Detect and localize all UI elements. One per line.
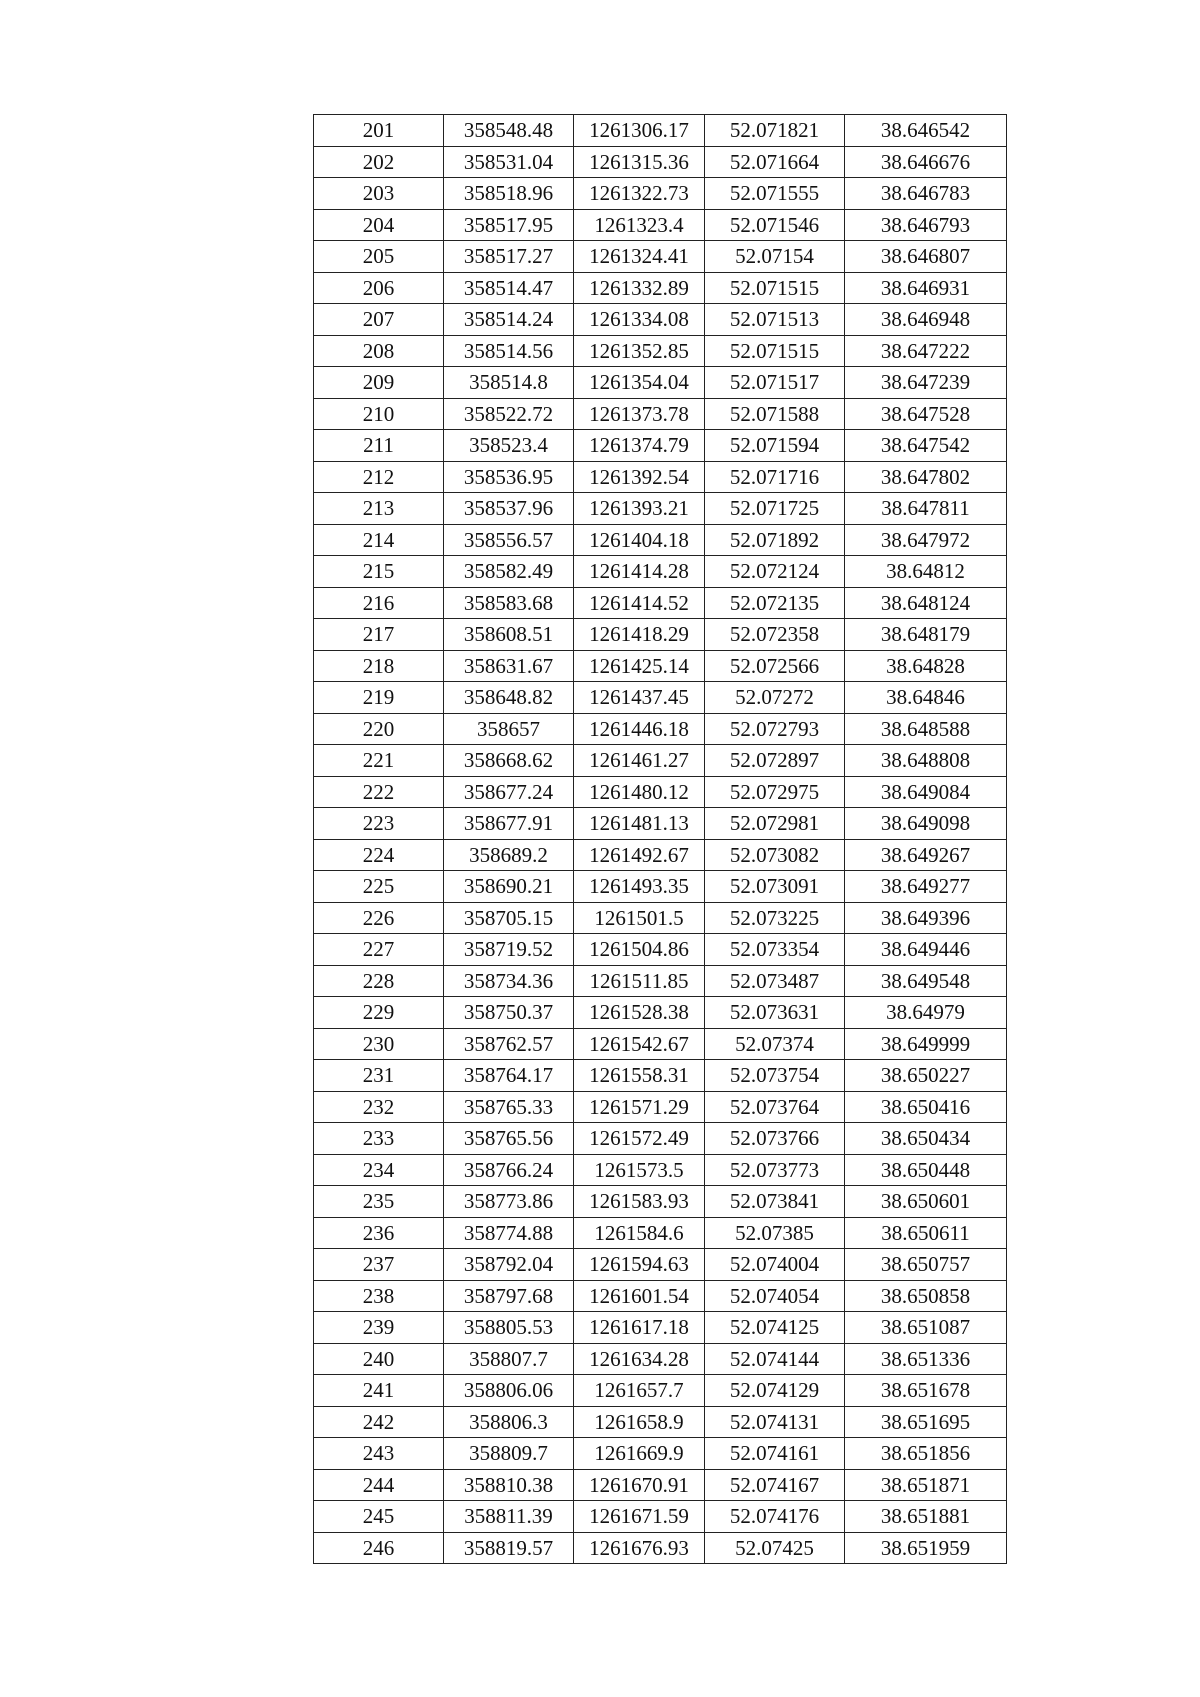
x-coordinate-cell: 358764.17	[444, 1060, 574, 1092]
table-row	[314, 1469, 1007, 1501]
table-row	[314, 1532, 1007, 1564]
point-number-cell: 226	[314, 902, 444, 934]
x-coordinate-cell: 358514.56	[444, 335, 574, 367]
longitude-cell: 38.650601	[845, 1186, 1007, 1218]
x-coordinate-cell: 358810.38	[444, 1469, 574, 1501]
longitude-cell: 38.647528	[845, 398, 1007, 430]
latitude-cell: 52.073487	[705, 965, 845, 997]
x-coordinate-cell: 358548.48	[444, 115, 574, 147]
x-coordinate-cell: 358677.91	[444, 808, 574, 840]
y-coordinate-cell: 1261670.91	[574, 1469, 705, 1501]
x-coordinate-cell: 358705.15	[444, 902, 574, 934]
table-row	[314, 493, 1007, 525]
x-coordinate-cell: 358514.47	[444, 272, 574, 304]
x-coordinate-cell: 358608.51	[444, 619, 574, 651]
latitude-cell: 52.072975	[705, 776, 845, 808]
x-coordinate-cell: 358537.96	[444, 493, 574, 525]
table-row	[314, 430, 1007, 462]
table-row	[314, 902, 1007, 934]
y-coordinate-cell: 1261493.35	[574, 871, 705, 903]
longitude-cell: 38.646807	[845, 241, 1007, 273]
latitude-cell: 52.072135	[705, 587, 845, 619]
y-coordinate-cell: 1261511.85	[574, 965, 705, 997]
y-coordinate-cell: 1261558.31	[574, 1060, 705, 1092]
point-number-cell: 213	[314, 493, 444, 525]
latitude-cell: 52.072981	[705, 808, 845, 840]
longitude-cell: 38.649084	[845, 776, 1007, 808]
table-row	[314, 367, 1007, 399]
longitude-cell: 38.649396	[845, 902, 1007, 934]
latitude-cell: 52.071716	[705, 461, 845, 493]
latitude-cell: 52.073754	[705, 1060, 845, 1092]
table-row	[314, 1123, 1007, 1155]
y-coordinate-cell: 1261572.49	[574, 1123, 705, 1155]
x-coordinate-cell: 358766.24	[444, 1154, 574, 1186]
point-number-cell: 224	[314, 839, 444, 871]
point-number-cell: 204	[314, 209, 444, 241]
table-row	[314, 587, 1007, 619]
latitude-cell: 52.07385	[705, 1217, 845, 1249]
y-coordinate-cell: 1261334.08	[574, 304, 705, 336]
table-row	[314, 1060, 1007, 1092]
table-row	[314, 146, 1007, 178]
x-coordinate-cell: 358765.56	[444, 1123, 574, 1155]
point-number-cell: 240	[314, 1343, 444, 1375]
y-coordinate-cell: 1261542.67	[574, 1028, 705, 1060]
x-coordinate-cell: 358582.49	[444, 556, 574, 588]
y-coordinate-cell: 1261573.5	[574, 1154, 705, 1186]
point-number-cell: 207	[314, 304, 444, 336]
x-coordinate-cell: 358765.33	[444, 1091, 574, 1123]
y-coordinate-cell: 1261315.36	[574, 146, 705, 178]
x-coordinate-cell: 358677.24	[444, 776, 574, 808]
longitude-cell: 38.64812	[845, 556, 1007, 588]
table-row	[314, 398, 1007, 430]
table-row	[314, 304, 1007, 336]
x-coordinate-cell: 358719.52	[444, 934, 574, 966]
longitude-cell: 38.651881	[845, 1501, 1007, 1533]
latitude-cell: 52.074144	[705, 1343, 845, 1375]
y-coordinate-cell: 1261322.73	[574, 178, 705, 210]
latitude-cell: 52.073354	[705, 934, 845, 966]
y-coordinate-cell: 1261393.21	[574, 493, 705, 525]
table-row	[314, 556, 1007, 588]
x-coordinate-cell: 358668.62	[444, 745, 574, 777]
y-coordinate-cell: 1261583.93	[574, 1186, 705, 1218]
table-row	[314, 997, 1007, 1029]
point-number-cell: 201	[314, 115, 444, 147]
longitude-cell: 38.649267	[845, 839, 1007, 871]
y-coordinate-cell: 1261492.67	[574, 839, 705, 871]
point-number-cell: 225	[314, 871, 444, 903]
longitude-cell: 38.649999	[845, 1028, 1007, 1060]
x-coordinate-cell: 358807.7	[444, 1343, 574, 1375]
latitude-cell: 52.072124	[705, 556, 845, 588]
y-coordinate-cell: 1261481.13	[574, 808, 705, 840]
longitude-cell: 38.651856	[845, 1438, 1007, 1470]
latitude-cell: 52.074161	[705, 1438, 845, 1470]
longitude-cell: 38.650858	[845, 1280, 1007, 1312]
latitude-cell: 52.071725	[705, 493, 845, 525]
x-coordinate-cell: 358750.37	[444, 997, 574, 1029]
table-row	[314, 776, 1007, 808]
longitude-cell: 38.647972	[845, 524, 1007, 556]
coordinates-table	[313, 114, 1007, 1564]
table-row	[314, 178, 1007, 210]
point-number-cell: 223	[314, 808, 444, 840]
point-number-cell: 217	[314, 619, 444, 651]
table-row	[314, 1028, 1007, 1060]
point-number-cell: 229	[314, 997, 444, 1029]
table-row	[314, 1501, 1007, 1533]
point-number-cell: 210	[314, 398, 444, 430]
table-row	[314, 934, 1007, 966]
longitude-cell: 38.650434	[845, 1123, 1007, 1155]
y-coordinate-cell: 1261414.28	[574, 556, 705, 588]
point-number-cell: 208	[314, 335, 444, 367]
longitude-cell: 38.647239	[845, 367, 1007, 399]
y-coordinate-cell: 1261528.38	[574, 997, 705, 1029]
x-coordinate-cell: 358522.72	[444, 398, 574, 430]
y-coordinate-cell: 1261404.18	[574, 524, 705, 556]
point-number-cell: 214	[314, 524, 444, 556]
y-coordinate-cell: 1261669.9	[574, 1438, 705, 1470]
point-number-cell: 245	[314, 1501, 444, 1533]
table-row	[314, 619, 1007, 651]
longitude-cell: 38.647222	[845, 335, 1007, 367]
longitude-cell: 38.650757	[845, 1249, 1007, 1281]
latitude-cell: 52.074004	[705, 1249, 845, 1281]
point-number-cell: 246	[314, 1532, 444, 1564]
x-coordinate-cell: 358514.8	[444, 367, 574, 399]
x-coordinate-cell: 358514.24	[444, 304, 574, 336]
table-row	[314, 1249, 1007, 1281]
x-coordinate-cell: 358657	[444, 713, 574, 745]
table-row	[314, 1280, 1007, 1312]
latitude-cell: 52.072897	[705, 745, 845, 777]
latitude-cell: 52.071892	[705, 524, 845, 556]
longitude-cell: 38.649548	[845, 965, 1007, 997]
y-coordinate-cell: 1261634.28	[574, 1343, 705, 1375]
y-coordinate-cell: 1261352.85	[574, 335, 705, 367]
y-coordinate-cell: 1261658.9	[574, 1406, 705, 1438]
table-row	[314, 839, 1007, 871]
table-body	[314, 115, 1007, 1564]
x-coordinate-cell: 358811.39	[444, 1501, 574, 1533]
x-coordinate-cell: 358517.27	[444, 241, 574, 273]
table-row	[314, 1375, 1007, 1407]
latitude-cell: 52.07374	[705, 1028, 845, 1060]
table-row	[314, 1343, 1007, 1375]
x-coordinate-cell: 358774.88	[444, 1217, 574, 1249]
latitude-cell: 52.071513	[705, 304, 845, 336]
point-number-cell: 215	[314, 556, 444, 588]
longitude-cell: 38.649277	[845, 871, 1007, 903]
table-row	[314, 965, 1007, 997]
latitude-cell: 52.071515	[705, 335, 845, 367]
x-coordinate-cell: 358734.36	[444, 965, 574, 997]
y-coordinate-cell: 1261584.6	[574, 1217, 705, 1249]
table-row	[314, 871, 1007, 903]
latitude-cell: 52.071594	[705, 430, 845, 462]
latitude-cell: 52.071555	[705, 178, 845, 210]
latitude-cell: 52.074167	[705, 1469, 845, 1501]
x-coordinate-cell: 358806.06	[444, 1375, 574, 1407]
point-number-cell: 202	[314, 146, 444, 178]
table-row	[314, 1406, 1007, 1438]
longitude-cell: 38.646948	[845, 304, 1007, 336]
longitude-cell: 38.648808	[845, 745, 1007, 777]
x-coordinate-cell: 358583.68	[444, 587, 574, 619]
point-number-cell: 243	[314, 1438, 444, 1470]
point-number-cell: 227	[314, 934, 444, 966]
table-row	[314, 650, 1007, 682]
point-number-cell: 237	[314, 1249, 444, 1281]
latitude-cell: 52.07425	[705, 1532, 845, 1564]
y-coordinate-cell: 1261425.14	[574, 650, 705, 682]
latitude-cell: 52.073091	[705, 871, 845, 903]
latitude-cell: 52.071821	[705, 115, 845, 147]
y-coordinate-cell: 1261446.18	[574, 713, 705, 745]
longitude-cell: 38.650611	[845, 1217, 1007, 1249]
point-number-cell: 203	[314, 178, 444, 210]
x-coordinate-cell: 358536.95	[444, 461, 574, 493]
point-number-cell: 236	[314, 1217, 444, 1249]
latitude-cell: 52.071664	[705, 146, 845, 178]
y-coordinate-cell: 1261373.78	[574, 398, 705, 430]
point-number-cell: 234	[314, 1154, 444, 1186]
table-row	[314, 1438, 1007, 1470]
latitude-cell: 52.073766	[705, 1123, 845, 1155]
point-number-cell: 205	[314, 241, 444, 273]
longitude-cell: 38.647542	[845, 430, 1007, 462]
longitude-cell: 38.649098	[845, 808, 1007, 840]
longitude-cell: 38.650448	[845, 1154, 1007, 1186]
latitude-cell: 52.072793	[705, 713, 845, 745]
y-coordinate-cell: 1261617.18	[574, 1312, 705, 1344]
longitude-cell: 38.64846	[845, 682, 1007, 714]
longitude-cell: 38.648179	[845, 619, 1007, 651]
latitude-cell: 52.073773	[705, 1154, 845, 1186]
x-coordinate-cell: 358523.4	[444, 430, 574, 462]
table-row	[314, 1154, 1007, 1186]
y-coordinate-cell: 1261418.29	[574, 619, 705, 651]
latitude-cell: 52.07272	[705, 682, 845, 714]
point-number-cell: 212	[314, 461, 444, 493]
latitude-cell: 52.073225	[705, 902, 845, 934]
longitude-cell: 38.651959	[845, 1532, 1007, 1564]
table-row	[314, 682, 1007, 714]
point-number-cell: 244	[314, 1469, 444, 1501]
point-number-cell: 206	[314, 272, 444, 304]
latitude-cell: 52.074125	[705, 1312, 845, 1344]
table-row	[314, 241, 1007, 273]
longitude-cell: 38.651871	[845, 1469, 1007, 1501]
y-coordinate-cell: 1261392.54	[574, 461, 705, 493]
latitude-cell: 52.072358	[705, 619, 845, 651]
longitude-cell: 38.64979	[845, 997, 1007, 1029]
longitude-cell: 38.646931	[845, 272, 1007, 304]
point-number-cell: 232	[314, 1091, 444, 1123]
longitude-cell: 38.64828	[845, 650, 1007, 682]
table-row	[314, 1091, 1007, 1123]
y-coordinate-cell: 1261657.7	[574, 1375, 705, 1407]
longitude-cell: 38.651336	[845, 1343, 1007, 1375]
x-coordinate-cell: 358819.57	[444, 1532, 574, 1564]
latitude-cell: 52.074131	[705, 1406, 845, 1438]
y-coordinate-cell: 1261594.63	[574, 1249, 705, 1281]
table-row	[314, 745, 1007, 777]
longitude-cell: 38.646676	[845, 146, 1007, 178]
point-number-cell: 219	[314, 682, 444, 714]
longitude-cell: 38.648588	[845, 713, 1007, 745]
x-coordinate-cell: 358806.3	[444, 1406, 574, 1438]
x-coordinate-cell: 358805.53	[444, 1312, 574, 1344]
table-row	[314, 524, 1007, 556]
x-coordinate-cell: 358648.82	[444, 682, 574, 714]
x-coordinate-cell: 358531.04	[444, 146, 574, 178]
table-row	[314, 1312, 1007, 1344]
point-number-cell: 233	[314, 1123, 444, 1155]
y-coordinate-cell: 1261461.27	[574, 745, 705, 777]
table-row	[314, 461, 1007, 493]
longitude-cell: 38.646542	[845, 115, 1007, 147]
y-coordinate-cell: 1261324.41	[574, 241, 705, 273]
latitude-cell: 52.073764	[705, 1091, 845, 1123]
x-coordinate-cell: 358809.7	[444, 1438, 574, 1470]
x-coordinate-cell: 358762.57	[444, 1028, 574, 1060]
latitude-cell: 52.071588	[705, 398, 845, 430]
y-coordinate-cell: 1261374.79	[574, 430, 705, 462]
y-coordinate-cell: 1261501.5	[574, 902, 705, 934]
x-coordinate-cell: 358517.95	[444, 209, 574, 241]
point-number-cell: 222	[314, 776, 444, 808]
x-coordinate-cell: 358518.96	[444, 178, 574, 210]
y-coordinate-cell: 1261323.4	[574, 209, 705, 241]
longitude-cell: 38.647811	[845, 493, 1007, 525]
table-row	[314, 713, 1007, 745]
x-coordinate-cell: 358689.2	[444, 839, 574, 871]
y-coordinate-cell: 1261414.52	[574, 587, 705, 619]
table-row	[314, 808, 1007, 840]
y-coordinate-cell: 1261354.04	[574, 367, 705, 399]
y-coordinate-cell: 1261480.12	[574, 776, 705, 808]
point-number-cell: 238	[314, 1280, 444, 1312]
longitude-cell: 38.650227	[845, 1060, 1007, 1092]
latitude-cell: 52.074176	[705, 1501, 845, 1533]
latitude-cell: 52.071517	[705, 367, 845, 399]
x-coordinate-cell: 358690.21	[444, 871, 574, 903]
latitude-cell: 52.073631	[705, 997, 845, 1029]
point-number-cell: 220	[314, 713, 444, 745]
y-coordinate-cell: 1261332.89	[574, 272, 705, 304]
point-number-cell: 242	[314, 1406, 444, 1438]
point-number-cell: 216	[314, 587, 444, 619]
x-coordinate-cell: 358797.68	[444, 1280, 574, 1312]
y-coordinate-cell: 1261601.54	[574, 1280, 705, 1312]
table-row	[314, 272, 1007, 304]
latitude-cell: 52.073841	[705, 1186, 845, 1218]
latitude-cell: 52.074054	[705, 1280, 845, 1312]
latitude-cell: 52.072566	[705, 650, 845, 682]
longitude-cell: 38.651087	[845, 1312, 1007, 1344]
table-row	[314, 115, 1007, 147]
longitude-cell: 38.651678	[845, 1375, 1007, 1407]
x-coordinate-cell: 358792.04	[444, 1249, 574, 1281]
x-coordinate-cell: 358556.57	[444, 524, 574, 556]
latitude-cell: 52.071515	[705, 272, 845, 304]
point-number-cell: 228	[314, 965, 444, 997]
y-coordinate-cell: 1261437.45	[574, 682, 705, 714]
table-row	[314, 1217, 1007, 1249]
point-number-cell: 221	[314, 745, 444, 777]
table-row	[314, 335, 1007, 367]
latitude-cell: 52.074129	[705, 1375, 845, 1407]
point-number-cell: 209	[314, 367, 444, 399]
y-coordinate-cell: 1261504.86	[574, 934, 705, 966]
longitude-cell: 38.648124	[845, 587, 1007, 619]
longitude-cell: 38.649446	[845, 934, 1007, 966]
table-row	[314, 1186, 1007, 1218]
longitude-cell: 38.646783	[845, 178, 1007, 210]
latitude-cell: 52.07154	[705, 241, 845, 273]
latitude-cell: 52.073082	[705, 839, 845, 871]
longitude-cell: 38.646793	[845, 209, 1007, 241]
longitude-cell: 38.651695	[845, 1406, 1007, 1438]
longitude-cell: 38.647802	[845, 461, 1007, 493]
table-row	[314, 209, 1007, 241]
point-number-cell: 235	[314, 1186, 444, 1218]
x-coordinate-cell: 358773.86	[444, 1186, 574, 1218]
point-number-cell: 211	[314, 430, 444, 462]
latitude-cell: 52.071546	[705, 209, 845, 241]
x-coordinate-cell: 358631.67	[444, 650, 574, 682]
longitude-cell: 38.650416	[845, 1091, 1007, 1123]
y-coordinate-cell: 1261676.93	[574, 1532, 705, 1564]
y-coordinate-cell: 1261671.59	[574, 1501, 705, 1533]
y-coordinate-cell: 1261306.17	[574, 115, 705, 147]
point-number-cell: 239	[314, 1312, 444, 1344]
y-coordinate-cell: 1261571.29	[574, 1091, 705, 1123]
point-number-cell: 218	[314, 650, 444, 682]
point-number-cell: 231	[314, 1060, 444, 1092]
point-number-cell: 241	[314, 1375, 444, 1407]
point-number-cell: 230	[314, 1028, 444, 1060]
